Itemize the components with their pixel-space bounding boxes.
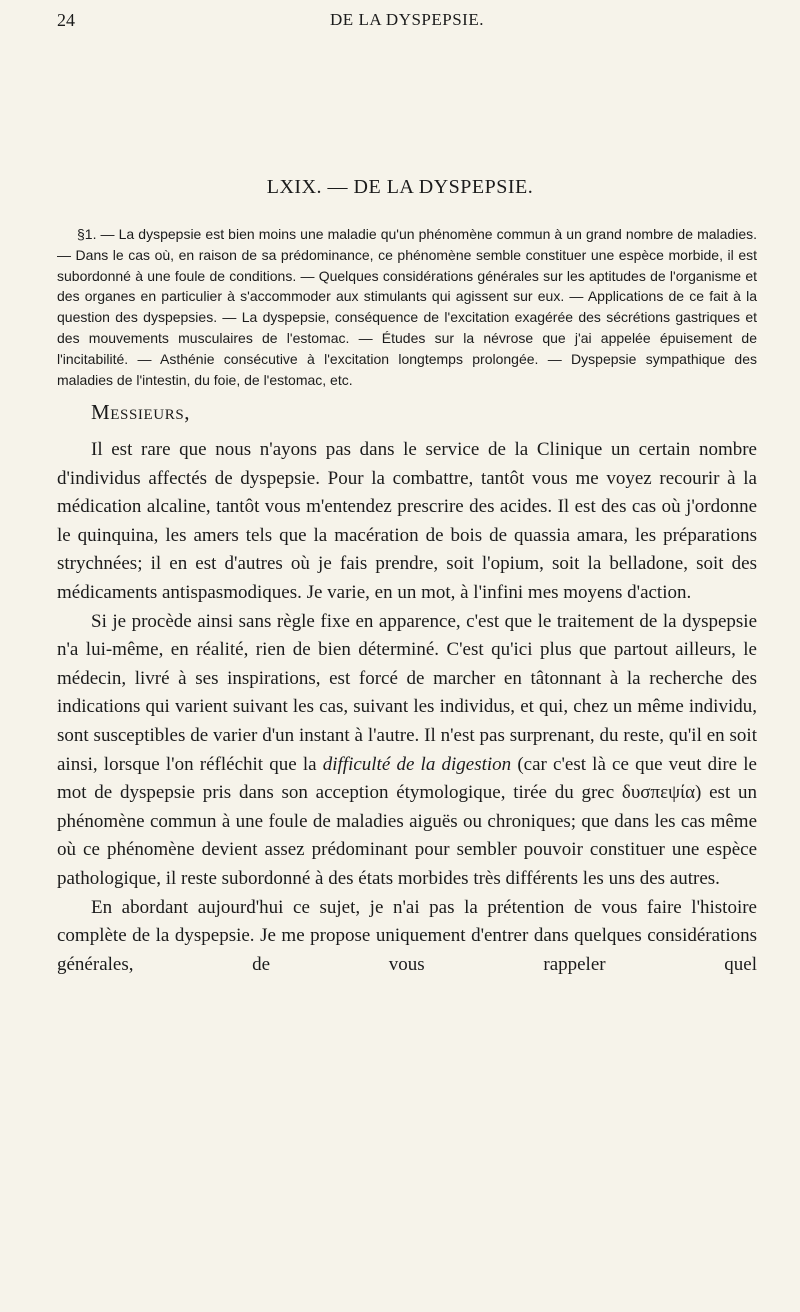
chapter-title: LXIX. — DE LA DYSPEPSIE. (266, 176, 534, 198)
paragraph-1: Il est rare que nous n'ayons pas dans le service de la Clinique un certain nombre d'individus affectés de dyspepsie. Pour la combattre, tantôt vous me voyez recourir à la médication alcaline, tantôt vous m'entendez prescrire des acides. Il est des cas où j'ordonne le quinquina, les amers tels que la macération de bois de quassia amara, les préparations strychnées; il en est d'autres où je fais prendre, soit l'opium, soit la belladone, soit des médicaments antispasmodiques. Je varie, en un mot, à l'infini mes moyens d'action. (57, 439, 757, 603)
running-title: DE LA DYSPEPSIE. (330, 10, 484, 29)
paragraph-2 (57, 608, 757, 894)
paragraph-2-emphasis: difficulté de la digestion (322, 753, 512, 775)
chapter-summary: §1. — La dyspepsie est bien moins une maladie qu'un phénomène commun à un grand nombre de maladies. — Dans le cas où, en raison de sa prédominance, ce phénomène semble constituer une espèce morbide, il est subordonné à une foule de conditions. — Quelques considérations générales sur les aptitudes de l'organisme et des organes en particulier à s'accommoder aux stimulants qui agissent sur eux. — Applications de ce fait à la question des dyspepsies. — La dyspepsie, conséquence de l'excitation exagérée des sécrétions gastriques et des mouvements musculaires de l'estomac. — Études sur la névrose que j'ai appelée épuisement de l'incitabilité. — Asthénie consécutive à l'excitation longtemps prolongée. — Dyspepsie sympathique des maladies de l'intestin, du foie, de l'estomac, etc. (57, 226, 757, 388)
body-text (57, 436, 757, 979)
paragraph-2-text-a: Si je procède ainsi sans règle fixe en apparence, c'est que le traitement de la dyspepsie n'a lui-même, en réalité, rien de bien déterminé. C'est qu'ici plus que partout ailleurs, le médecin, livré à ses inspirations, est forcé de marcher en tâtonnant à la recherche des indications qui varient suivant les cas, suivant les individus, et qui, chez un même individu, sont susceptibles de varier d'un instant à l'autre. Il n'est pas surprenant, du reste, qu'il en soit ainsi, lorsque l'on réfléchit que la (57, 610, 757, 775)
paragraph-2-text-b: (car c'est là ce que veut dire le mot de dyspepsie pris dans son acception étymologique, tirée du grec δυσπεψία) est un phénomène commun à une foule de maladies aiguës ou chroniques; que dans les cas même où ce phénomène devient assez prédominant pour sembler pouvoir constituer une espèce pathologique, il reste subordonné à des états morbides très différents les uns des autres. (57, 753, 757, 889)
salutation: Messieurs, (91, 400, 191, 424)
paragraph-3: En abordant aujourd'hui ce sujet, je n'ai pas la prétention de vous faire l'histoire complète de la dyspepsie. Je me propose uniquement d'entrer dans quelques considérations générales, de vous rappeler quel (57, 896, 757, 975)
page-number: 24 (57, 10, 75, 30)
running-head (57, 10, 757, 34)
